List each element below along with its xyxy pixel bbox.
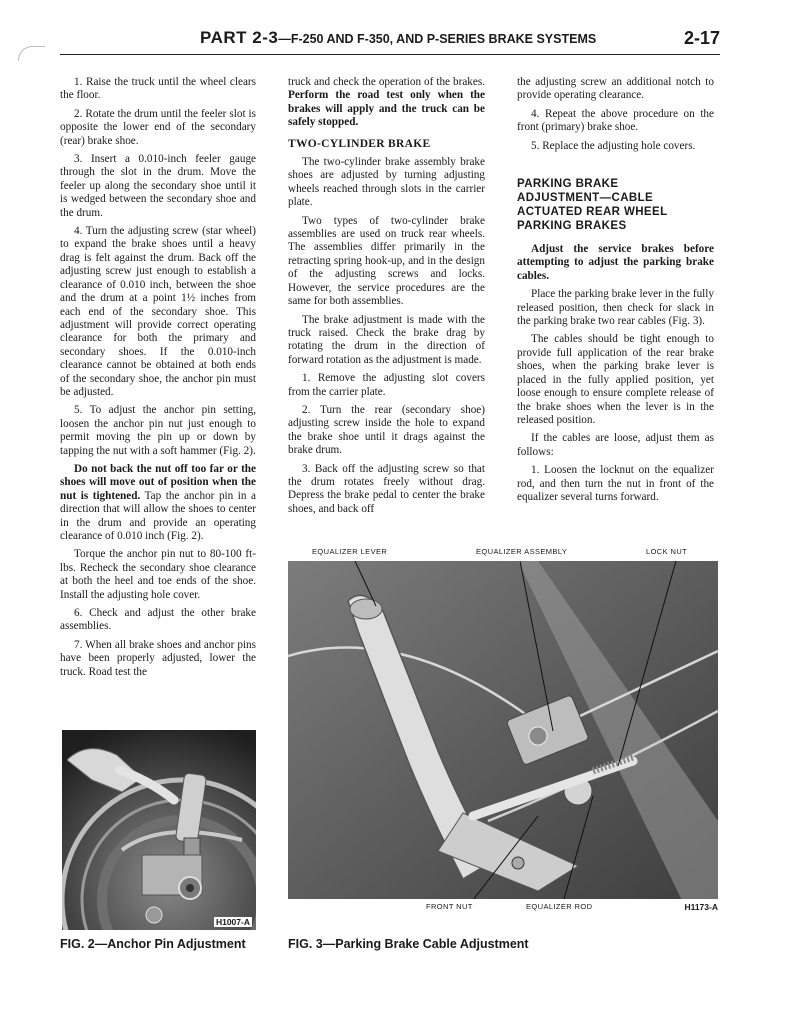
paragraph: 3. Insert a 0.010-inch feeler gauge through the slot in the drum. Move the feeler up along the secondary shoe until it is wedged between the secondary shoe and the drum.	[60, 153, 256, 219]
paragraph: Two types of two-cylinder brake assemblies are used on truck rear wheels. The assemblies differ primarily in the retracting spring hook-up, and in the design of the adjusting screws and locks. However, the service procedures are the same for both assemblies.	[288, 214, 485, 308]
text-column-1	[60, 76, 256, 684]
paragraph: 4. Repeat the above procedure on the front (primary) brake shoe.	[517, 107, 714, 134]
callout-equalizer-lever: EQUALIZER LEVER	[312, 547, 388, 556]
callout-equalizer-rod: EQUALIZER ROD	[526, 902, 593, 911]
figure-label-strip	[288, 899, 718, 913]
figure-3-photo	[288, 561, 718, 913]
section-heading: TWO-CYLINDER BRAKE	[288, 137, 431, 150]
paragraph: 1. Remove the adjusting slot covers from the carrier plate.	[288, 372, 485, 398]
part-subtitle: —F-250 AND F-350, AND P-SERIES BRAKE SYSTEMS	[278, 32, 597, 46]
heading-line: ADJUSTMENT—CABLE	[517, 192, 654, 205]
figure-2-caption: FIG. 2—Anchor Pin Adjustment	[60, 937, 246, 951]
text-column-3	[517, 76, 714, 509]
figure-2-photo	[62, 730, 256, 930]
paragraph: 7. When all brake shoes and anchor pins have been properly adjusted, lower the truck. Road test the	[60, 638, 256, 678]
page-number: 2-17	[683, 28, 720, 48]
figure-id: H1173-A	[684, 902, 718, 912]
paragraph: The two-cylinder brake assembly brake shoes are adjusted by turning adjusting wheels reached through slots in the carrier plate.	[288, 156, 485, 209]
part-label: PART 2-3	[200, 28, 279, 47]
section-heading	[517, 177, 714, 233]
paragraph: the adjusting screw an additional notch to provide operating clearance.	[517, 76, 714, 102]
paragraph-text: truck and check the operation of the brakes.	[288, 76, 485, 88]
callout-equalizer-assembly: EQUALIZER ASSEMBLY	[476, 547, 568, 556]
text-column-2	[288, 76, 485, 521]
page-header	[60, 28, 720, 55]
callout-lock-nut: LOCK NUT	[646, 547, 688, 556]
paragraph: Torque the anchor pin nut to 80-100 ft-lbs. Recheck the secondary shoe clearance at both the heel and toe ends of the shoe. Install the adjusting hole cover.	[60, 548, 256, 601]
warning-text: Perform the road test only when the brakes will apply and the truck can be safely stopped.	[288, 89, 485, 129]
paragraph: If the cables are loose, adjust them as follows:	[517, 432, 714, 458]
anchor-pin-illustration	[62, 730, 256, 930]
paragraph-text: Tap the anchor pin in a direction that will allow the shoes to center in the drum and provide an operating clearance of 0.010 inch (Fig. 2).	[60, 489, 256, 542]
paragraph: 4. Turn the adjusting screw (star wheel) to expand the brake shoes until a heavy drag is felt against the drum. Back off the adjusting screw just enough to establish a clearance of 0.010 inch, between the shoe and the drum at a point 1½ inches from each end of the secondary shoe. This adjustment will provide correct operating clearance for both the primary and secondary shoes. If the 0.010-inch clearance cannot be obtained at both ends of the secondary shoe, the anchor pin must be adjusted.	[60, 225, 256, 398]
page-corner-mark	[18, 46, 45, 61]
heading-line: PARKING BRAKE	[517, 178, 619, 191]
paragraph: 5. To adjust the anchor pin setting, loosen the anchor pin nut just enough to permit moving the pin up or down by tapping the nut with a soft hammer (Fig. 2).	[60, 404, 256, 457]
paragraph: Adjust the service brakes before attempting to adjust the parking brake cables.	[517, 243, 714, 282]
paragraph: 5. Replace the adjusting hole covers.	[531, 139, 696, 152]
paragraph: Place the parking brake lever in the fully released position, then check for slack in the parking brake two rear cables (Fig. 3).	[517, 288, 714, 328]
parking-brake-illustration	[288, 561, 718, 913]
warning-text: Do not back the nut off too far or the shoes will move out of position when the nut is tightened.	[60, 462, 256, 502]
paragraph: 1. Raise the truck until the wheel clears the floor.	[60, 76, 256, 102]
paragraph: 2. Rotate the drum until the feeler slot is opposite the lower end of the secondary (rear) brake shoe.	[60, 107, 256, 147]
header-title	[200, 28, 596, 48]
paragraph: 6. Check and adjust the other brake assemblies.	[60, 607, 256, 633]
heading-line: ACTUATED REAR WHEEL	[517, 206, 668, 219]
paragraph	[288, 76, 485, 130]
figure-3-caption: FIG. 3—Parking Brake Cable Adjustment	[288, 937, 529, 951]
paragraph: 2. Turn the rear (secondary shoe) adjusting screw inside the hole to expand the brake shoe until it drags against the brake drum.	[288, 403, 485, 457]
paragraph: The cables should be tight enough to provide full application of the rear brake shoes, when the parking brake lever is placed in the fully applied position, yet loose enough to ensure complete release of the brake shoes when the lever is in the released position.	[517, 333, 714, 426]
paragraph	[60, 463, 256, 543]
paragraph: The brake adjustment is made with the truck raised. Check the brake drag by rotating the drum in the direction of forward rotation as the adjustment is made.	[288, 313, 485, 366]
paragraph: 1. Loosen the locknut on the equalizer rod, and then turn the nut in front of the equalizer several turns forward.	[517, 464, 714, 503]
figure-id: H1007-A	[215, 917, 250, 927]
callout-front-nut: FRONT NUT	[426, 902, 473, 911]
paragraph: 3. Back off the adjusting screw so that the drum rotates freely without drag. Depress the brake pedal to center the brake shoes, and back off	[288, 462, 485, 515]
heading-line: PARKING BRAKES	[517, 220, 627, 233]
